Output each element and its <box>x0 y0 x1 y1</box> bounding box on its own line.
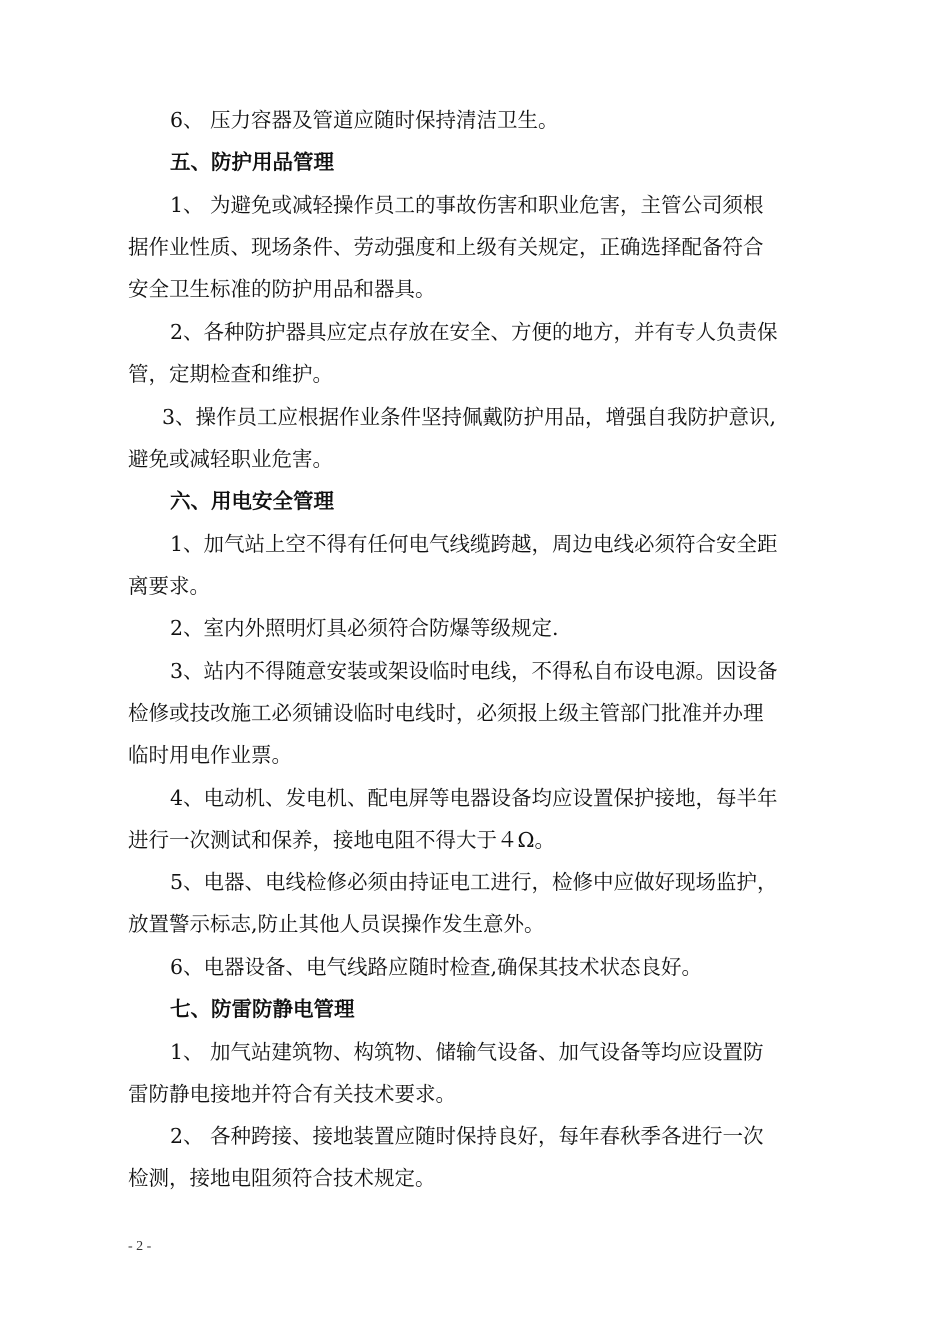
paragraph-line: 5、电器、电线检修必须由持证电工进行，检修中应做好现场监护， <box>170 870 778 894</box>
paragraph-line: 避免或减轻职业危害。 <box>128 447 333 471</box>
paragraph-line: 3、操作员工应根据作业条件坚持佩戴防护用品，增强自我防护意识, <box>162 405 777 429</box>
section-heading-lightning-static: 七、防雷防静电管理 <box>170 997 355 1021</box>
paragraph-line: 3、站内不得随意安装或架设临时电线，不得私自布设电源。因设备 <box>170 659 778 683</box>
paragraph-line: 放置警示标志,防止其他人员误操作发生意外。 <box>128 912 545 936</box>
paragraph-line: 1、加气站上空不得有任何电气线缆跨越，周边电线必须符合安全距 <box>170 532 778 556</box>
paragraph-line: 2、各种防护器具应定点存放在安全、方便的地方，并有专人负责保 <box>170 320 778 344</box>
paragraph-line: 1、 加气站建筑物、构筑物、储输气设备、加气设备等均应设置防 <box>170 1040 764 1064</box>
item-pressure-vessel-clean: 6、 压力容器及管道应随时保持清洁卫生。 <box>170 108 559 132</box>
paragraph-line: 离要求。 <box>128 574 210 598</box>
paragraph-line: 进行一次测试和保养，接地电阻不得大于４Ω。 <box>128 828 555 852</box>
paragraph-line: 雷防静电接地并符合有关技术要求。 <box>128 1082 456 1106</box>
paragraph-line: 安全卫生标准的防护用品和器具。 <box>128 277 436 301</box>
section-heading-electrical-safety: 六、用电安全管理 <box>170 489 334 513</box>
paragraph-line: 2、 各种跨接、接地装置应随时保持良好，每年春秋季各进行一次 <box>170 1124 764 1148</box>
section-heading-protective-equipment: 五、防护用品管理 <box>170 150 334 174</box>
paragraph-line: 检测，接地电阻须符合技术规定。 <box>128 1166 436 1190</box>
paragraph-line: 6、电器设备、电气线路应随时检查,确保其技术状态良好。 <box>170 955 703 979</box>
paragraph-line: 2、室内外照明灯具必须符合防爆等级规定. <box>170 616 559 640</box>
paragraph-line: 管，定期检查和维护。 <box>128 362 333 386</box>
paragraph-line: 1、 为避免或减轻操作员工的事故伤害和职业危害，主管公司须根 <box>170 193 764 217</box>
paragraph-line: 据作业性质、现场条件、劳动强度和上级有关规定，正确选择配备符合 <box>128 235 764 259</box>
page-number: - 2 - <box>128 1239 152 1254</box>
paragraph-line: 检修或技改施工必须铺设临时电线时，必须报上级主管部门批准并办理 <box>128 701 764 725</box>
paragraph-line: 4、电动机、发电机、配电屏等电器设备均应设置保护接地，每半年 <box>170 786 778 810</box>
paragraph-line: 临时用电作业票。 <box>128 743 292 767</box>
